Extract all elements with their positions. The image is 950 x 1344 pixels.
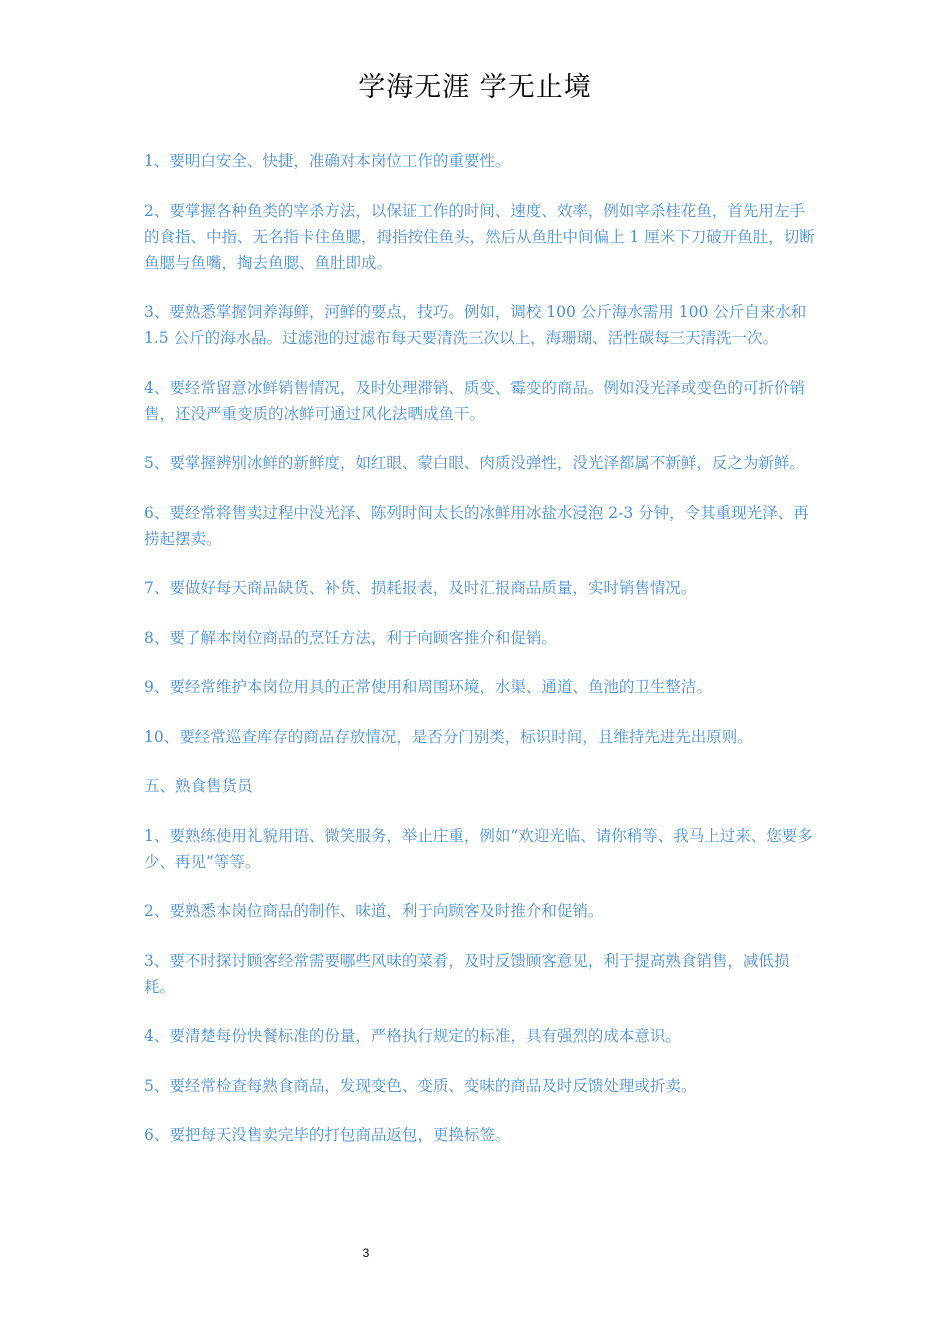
page-header-title: 学海无涯 学无止境	[358, 72, 592, 103]
document-body	[144, 148, 820, 1172]
paragraph-deli-4: 4、要清楚每份快餐标准的份量，严格执行规定的标准，具有强烈的成本意识。	[144, 1027, 681, 1045]
paragraph-4: 4、要经常留意冰鲜销售情况，及时处理滞销、质变、霉变的商品。例如没光泽或变色的可折价销售，还没严重变质的冰鲜可通过风化法晒成鱼干。	[144, 378, 805, 423]
paragraph-deli-3: 3、要不时探讨顾客经常需要哪些风味的菜肴，及时反馈顾客意见，利于提高熟食销售，减低损耗。	[144, 951, 790, 996]
paragraph-9: 9、要经常维护本岗位用具的正常使用和周围环境，水渠、通道、鱼池的卫生整洁。	[144, 678, 712, 696]
paragraph-1: 1、要明白安全、快捷，准确对本岗位工作的重要性。	[144, 152, 511, 170]
paragraph-6: 6、要经常将售卖过程中没光泽、陈列时间太长的冰鲜用冰盐水浸泡 2-3 分钟，令其重现光泽、再捞起摆卖。	[144, 503, 809, 548]
paragraph-10: 10、要经常巡查库存的商品存放情况，是否分门别类，标识时间，且维持先进先出原则。	[144, 727, 753, 746]
paragraph-deli-6: 6、要把每天没售卖完毕的打包商品返包，更换标签。	[144, 1126, 511, 1144]
paragraph-3: 3、要熟悉掌握饲养海鲜，河鲜的要点，技巧。例如，调校 100 公斤海水需用 100 公斤自来水和 1.5 公斤的海水晶。过滤池的过滤布每天要清洗三次以上，海珊瑚、活性碳每三天清洗一次。	[144, 303, 807, 347]
paragraph-deli-5: 5、要经常检查每熟食商品，发现变色、变质、变味的商品及时反馈处理或折卖。	[144, 1076, 697, 1095]
paragraph-2: 2、要掌握各种鱼类的宰杀方法，以保证工作的时间、速度、效率，例如宰杀桂花鱼，首先用左手的食指、中指、无名指卡住鱼腮，拇指按住鱼头，然后从鱼肚中间偏上 1 厘米下刀破开鱼肚，切断鱼腮与鱼嘴，掏去鱼腮、鱼肚即成。	[144, 201, 815, 272]
paragraph-deli-2: 2、要熟悉本岗位商品的制作、味道，利于向顾客及时推介和促销。	[144, 902, 604, 920]
paragraph-7: 7、要做好每天商品缺货、补货、损耗报表，及时汇报商品质量，实时销售情况。	[144, 579, 697, 597]
page-number: 3	[362, 1246, 370, 1260]
paragraph-deli-1: 1、要熟练使用礼貌用语、微笑服务，举止庄重，例如“欢迎光临、请你稍等、我马上过来、您要多少、再见”等等。	[144, 826, 813, 871]
paragraph-8: 8、要了解本岗位商品的烹饪方法，利于向顾客推介和促销。	[144, 628, 557, 647]
paragraph-5: 5、要掌握辨别冰鲜的新鲜度，如红眼、蒙白眼、肉质没弹性，没光泽都属不新鲜，反之为新鲜。	[144, 454, 805, 472]
section-heading-deli-clerk: 五、熟食售货员	[144, 777, 253, 795]
